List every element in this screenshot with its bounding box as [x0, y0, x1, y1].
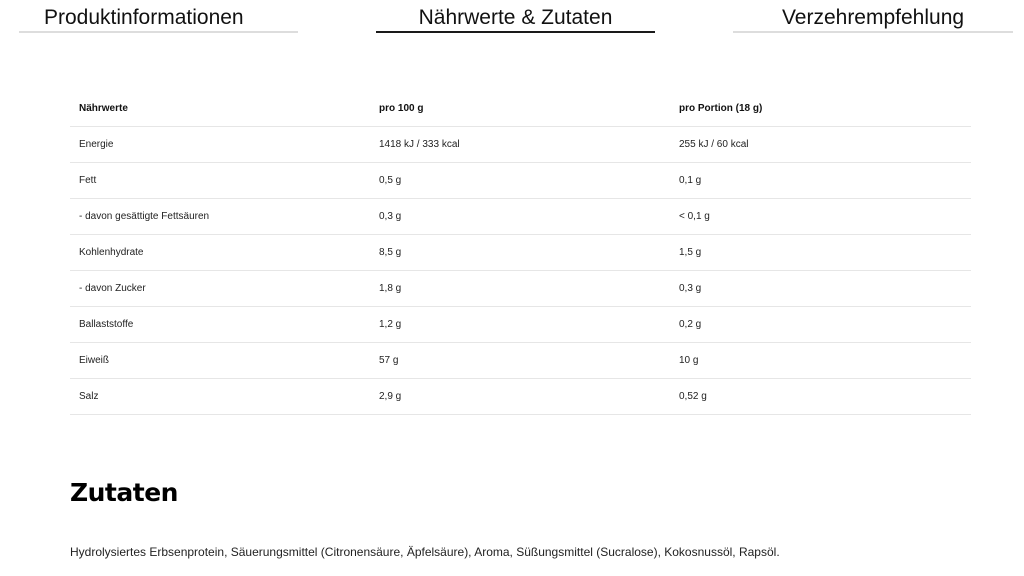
row-label: Energie [70, 127, 370, 163]
row-value-100g: 1,8 g [370, 271, 670, 307]
header-pro-portion: pro Portion (18 g) [670, 91, 971, 127]
row-value-100g: 0,3 g [370, 199, 670, 235]
row-value-portion: 1,5 g [670, 235, 971, 271]
row-value-portion: 0,2 g [670, 307, 971, 343]
row-value-100g: 1418 kJ / 333 kcal [370, 127, 670, 163]
tab-produktinformationen[interactable] [19, 0, 298, 33]
tab-underline-active [376, 31, 655, 33]
tab-verzehrempfehlung[interactable] [733, 0, 1013, 33]
tab-underline [19, 31, 298, 33]
table-row [70, 343, 971, 379]
row-value-100g: 8,5 g [370, 235, 670, 271]
ingredients-heading: Zutaten [70, 478, 178, 507]
row-value-portion: 0,3 g [670, 271, 971, 307]
row-label: Ballaststoffe [70, 307, 370, 343]
row-value-portion: 10 g [670, 343, 971, 379]
row-value-100g: 2,9 g [370, 379, 670, 415]
row-value-portion: 0,1 g [670, 163, 971, 199]
row-label: Salz [70, 379, 370, 415]
table-row [70, 235, 971, 271]
table-row [70, 199, 971, 235]
table-header-row [70, 91, 971, 127]
table-row [70, 307, 971, 343]
table-row [70, 127, 971, 163]
row-label: - davon gesättigte Fettsäuren [70, 199, 370, 235]
row-value-100g: 57 g [370, 343, 670, 379]
tab-underline [733, 31, 1013, 33]
nutrition-table [70, 91, 971, 415]
row-label: Fett [70, 163, 370, 199]
ingredients-text: Hydrolysiertes Erbsenprotein, Säuerungsmittel (Citronensäure, Äpfelsäure), Aroma, Süßungsmittel (Sucralose), Kokosnussöl, Rapsöl. [70, 545, 780, 559]
tab-label: Nährwerte & Zutaten [418, 6, 613, 29]
table-row [70, 271, 971, 307]
row-label: Eiweiß [70, 343, 370, 379]
tab-bar [0, 0, 1024, 36]
row-value-100g: 0,5 g [370, 163, 670, 199]
row-label: Kohlenhydrate [70, 235, 370, 271]
tab-label: Verzehrempfehlung [781, 6, 965, 29]
row-value-portion: 255 kJ / 60 kcal [670, 127, 971, 163]
row-value-100g: 1,2 g [370, 307, 670, 343]
row-value-portion: < 0,1 g [670, 199, 971, 235]
table-row [70, 163, 971, 199]
row-label: - davon Zucker [70, 271, 370, 307]
tab-label: Produktinformationen [44, 6, 244, 29]
tab-naehrwerte-zutaten[interactable] [376, 0, 655, 33]
header-naehrwerte: Nährwerte [70, 91, 370, 127]
table-row [70, 379, 971, 415]
header-pro-100g: pro 100 g [370, 91, 670, 127]
row-value-portion: 0,52 g [670, 379, 971, 415]
